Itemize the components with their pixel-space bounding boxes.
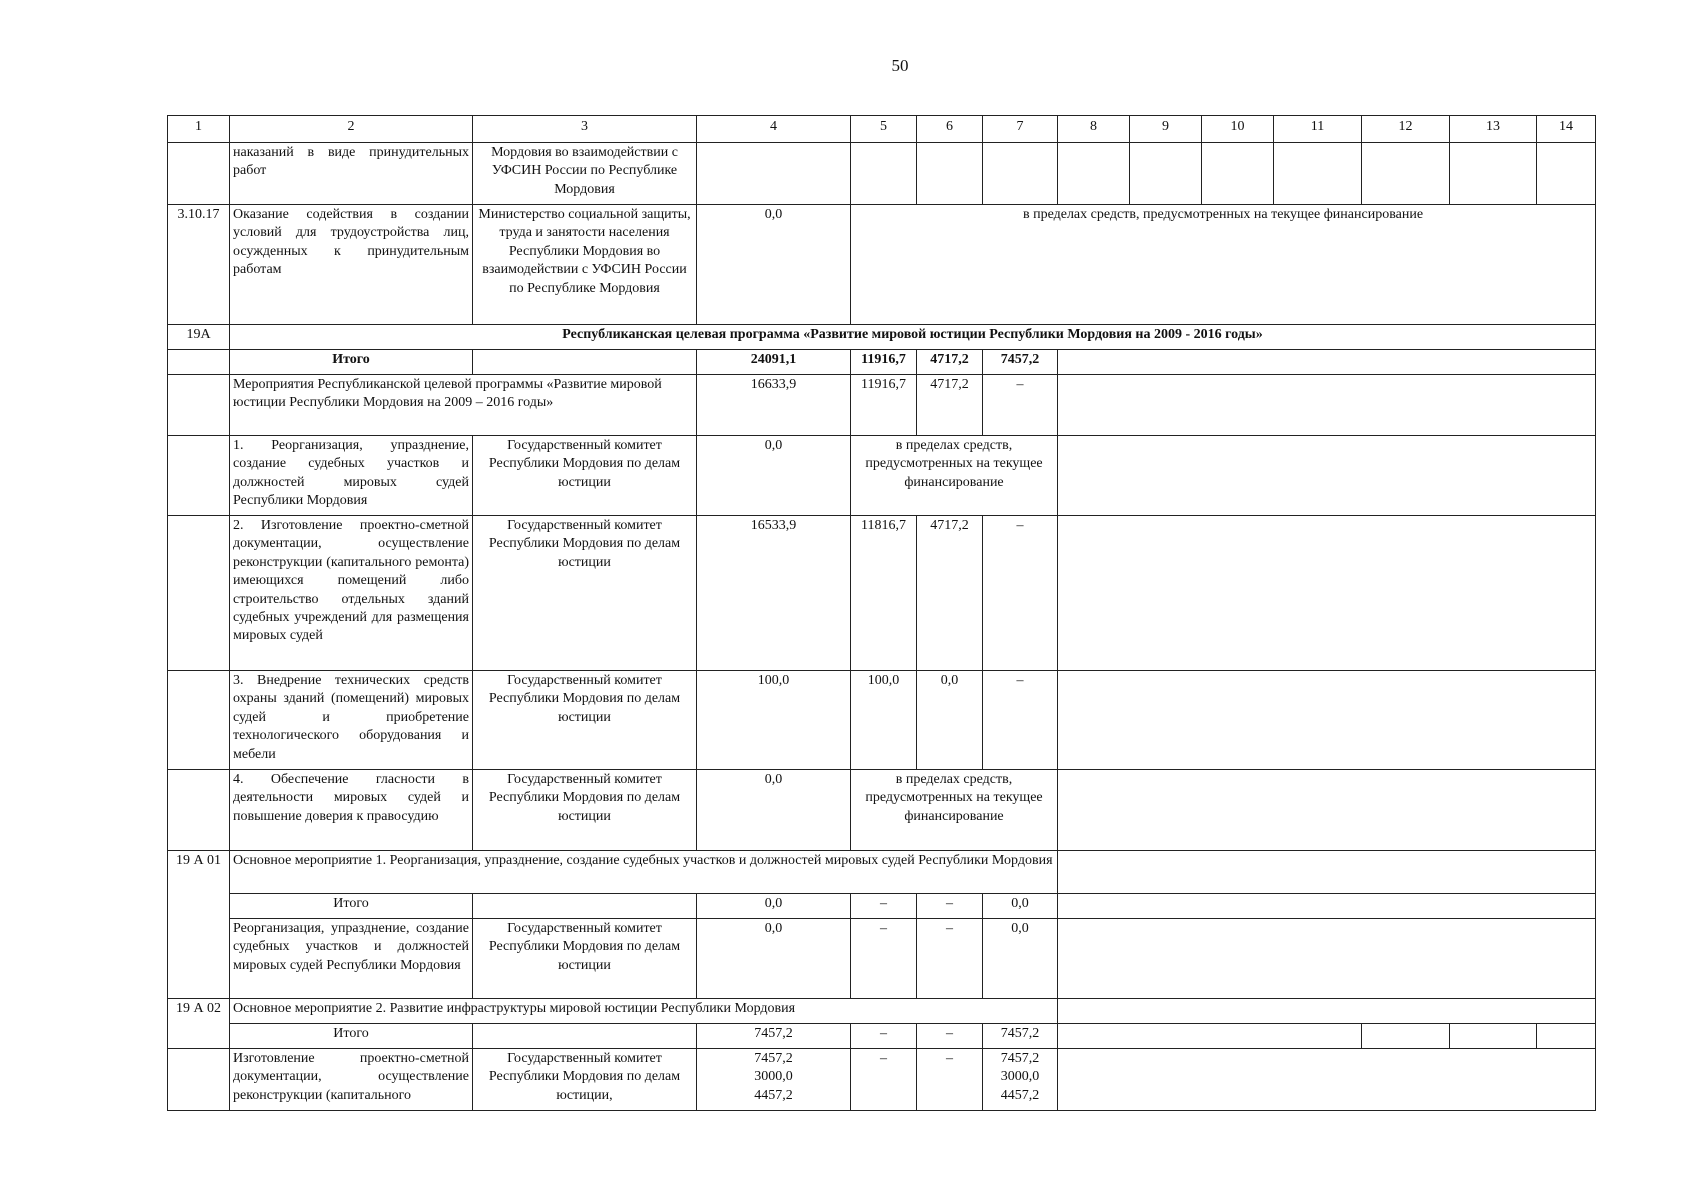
header-row — [168, 116, 1596, 143]
header-cell: 1 — [168, 116, 230, 143]
amount-cell: 0,0 — [697, 436, 851, 516]
amount-cell: 7457,2 — [983, 1024, 1058, 1049]
table-row — [168, 375, 1596, 436]
amount-cell: 0,0 — [697, 919, 851, 999]
total-label: Итого — [230, 894, 473, 919]
table-row — [168, 350, 1596, 375]
amount-cell: 4717,2 — [917, 350, 983, 375]
amount-line: 3000,0 — [1000, 1069, 1040, 1085]
amount-cell: – — [983, 671, 1058, 770]
amount-cell: 7457,2 — [983, 350, 1058, 375]
measure-cell: Оказание содействия в создании условий для трудоустройства лиц, осужденных к принудительным работам — [230, 205, 473, 325]
table-row — [168, 999, 1596, 1024]
header-cell: 10 — [1202, 116, 1274, 143]
section-title: Основное мероприятие 2. Развитие инфраструктуры мировой юстиции Республики Мордовия — [230, 999, 1058, 1024]
measure-cell: Изготовление проектно-сметной документации, осуществление реконструкции (капитального — [230, 1049, 473, 1111]
amount-cell: – — [917, 1049, 983, 1111]
amount-line: 7457,2 — [1000, 1051, 1040, 1066]
table-row — [168, 325, 1596, 350]
table-row — [168, 205, 1596, 325]
funding-note: в пределах средств, предусмотренных на текущее финансирование — [851, 436, 1058, 516]
amount-cell: – — [851, 1024, 917, 1049]
measure-cell: 1. Реорганизация, упразднение, создание судебных участков и должностей мировых судей Республики Мордовия — [230, 436, 473, 516]
table-row — [168, 436, 1596, 516]
amount-cell: 100,0 — [851, 671, 917, 770]
table-row — [168, 671, 1596, 770]
amount-cell: 16533,9 — [697, 516, 851, 671]
funding-note: в пределах средств, предусмотренных на текущее финансирование — [851, 205, 1596, 325]
header-cell: 12 — [1362, 116, 1450, 143]
header-cell: 14 — [1537, 116, 1596, 143]
header-cell: 6 — [917, 116, 983, 143]
amount-cell: 11916,7 — [851, 350, 917, 375]
amount-cell: 7457,2 — [697, 1024, 851, 1049]
executor-cell: Мордовия во взаимодействии с УФСИН России по Республике Мордовия — [473, 143, 697, 205]
amount-cell: 0,0 — [697, 894, 851, 919]
executor-cell: Государственный комитет Республики Мордовия по делам юстиции — [473, 516, 697, 671]
row-code: 19 А 02 — [168, 999, 230, 1049]
executor-cell: Государственный комитет Республики Мордовия по делам юстиции, — [473, 1049, 697, 1111]
total-label: Итого — [230, 1024, 473, 1049]
header-cell: 8 — [1058, 116, 1130, 143]
header-cell: 3 — [473, 116, 697, 143]
measures-summary: Мероприятия Республиканской целевой программы «Развитие мировой юстиции Республики Мордовия на 2009 – 2016 годы» — [230, 375, 697, 436]
amount-cell: 0,0 — [697, 205, 851, 325]
executor-cell: Государственный комитет Республики Мордовия по делам юстиции — [473, 919, 697, 999]
total-label: Итого — [230, 350, 473, 375]
amount-cell: 11816,7 — [851, 516, 917, 671]
measure-cell: 3. Внедрение технических средств охраны зданий (помещений) мировых судей и приобретение технологического оборудования и мебели — [230, 671, 473, 770]
amount-cell: 4717,2 — [917, 516, 983, 671]
budget-table — [167, 115, 1596, 1111]
amount-line: 3000,0 — [754, 1069, 793, 1085]
amount-cell: – — [917, 894, 983, 919]
table-row — [168, 1049, 1596, 1111]
table-row — [168, 1024, 1596, 1049]
amount-line: 4457,2 — [1000, 1087, 1040, 1103]
amount-cell: – — [851, 1049, 917, 1111]
header-cell: 7 — [983, 116, 1058, 143]
header-cell: 9 — [1130, 116, 1202, 143]
amount-cell: – — [917, 1024, 983, 1049]
header-cell: 4 — [697, 116, 851, 143]
measure-cell: наказаний в виде принудительных работ — [230, 143, 473, 205]
measure-cell: Реорганизация, упразднение, создание судебных участков и должностей мировых судей Республики Мордовия — [230, 919, 473, 999]
row-code: 19 А 01 — [168, 851, 230, 999]
header-cell: 13 — [1450, 116, 1537, 143]
executor-cell: Государственный комитет Республики Мордовия по делам юстиции — [473, 671, 697, 770]
amount-cell: 0,0 — [983, 919, 1058, 999]
funding-note: в пределах средств, предусмотренных на текущее финансирование — [851, 770, 1058, 851]
measure-cell: 2. Изготовление проектно-сметной документации, осуществление реконструкции (капитального ремонта) имеющихся помещений либо строительство отдельных зданий судебных учреждений для размещения мировых судей — [230, 516, 473, 671]
amount-cell: 0,0 — [917, 671, 983, 770]
amount-cell: 24091,1 — [697, 350, 851, 375]
table-row — [168, 770, 1596, 851]
row-code: 19А — [168, 325, 230, 350]
amount-cell: 16633,9 — [697, 375, 851, 436]
page-number: 50 — [891, 56, 909, 75]
executor-cell: Государственный комитет Республики Мордовия по делам юстиции — [473, 436, 697, 516]
header-cell: 2 — [230, 116, 473, 143]
table-row — [168, 516, 1596, 671]
table-row — [168, 143, 1596, 205]
measure-cell: 4. Обеспечение гласности в деятельности мировых судей и повышение доверия к правосудию — [230, 770, 473, 851]
amount-cell — [697, 1049, 851, 1111]
amount-cell: 11916,7 — [851, 375, 917, 436]
amount-cell: – — [917, 919, 983, 999]
amount-cell: – — [851, 894, 917, 919]
amount-cell: 0,0 — [983, 894, 1058, 919]
amount-cell: 4717,2 — [917, 375, 983, 436]
amount-cell: – — [983, 516, 1058, 671]
amount-cell: 0,0 — [697, 770, 851, 851]
amount-cell: 100,0 — [697, 671, 851, 770]
amount-line: 4457,2 — [754, 1087, 793, 1103]
amount-line: 7457,2 — [754, 1051, 793, 1066]
row-code: 3.10.17 — [168, 205, 230, 325]
table-row — [168, 894, 1596, 919]
amount-cell: – — [983, 375, 1058, 436]
program-title: Республиканская целевая программа «Развитие мировой юстиции Республики Мордовия на 2009 - 2016 годы» — [230, 325, 1596, 350]
executor-cell: Государственный комитет Республики Мордовия по делам юстиции — [473, 770, 697, 851]
executor-cell: Министерство социальной защиты, труда и занятости населения Республики Мордовия во взаимодействии с УФСИН России по Республике Мордовия — [473, 205, 697, 325]
amount-cell — [983, 1049, 1058, 1111]
table-row — [168, 851, 1596, 894]
table-row — [168, 919, 1596, 999]
header-cell: 5 — [851, 116, 917, 143]
section-title: Основное мероприятие 1. Реорганизация, упразднение, создание судебных участков и должностей мировых судей Республики Мордовия — [230, 851, 1058, 894]
amount-cell: – — [851, 919, 917, 999]
header-cell: 11 — [1274, 116, 1362, 143]
